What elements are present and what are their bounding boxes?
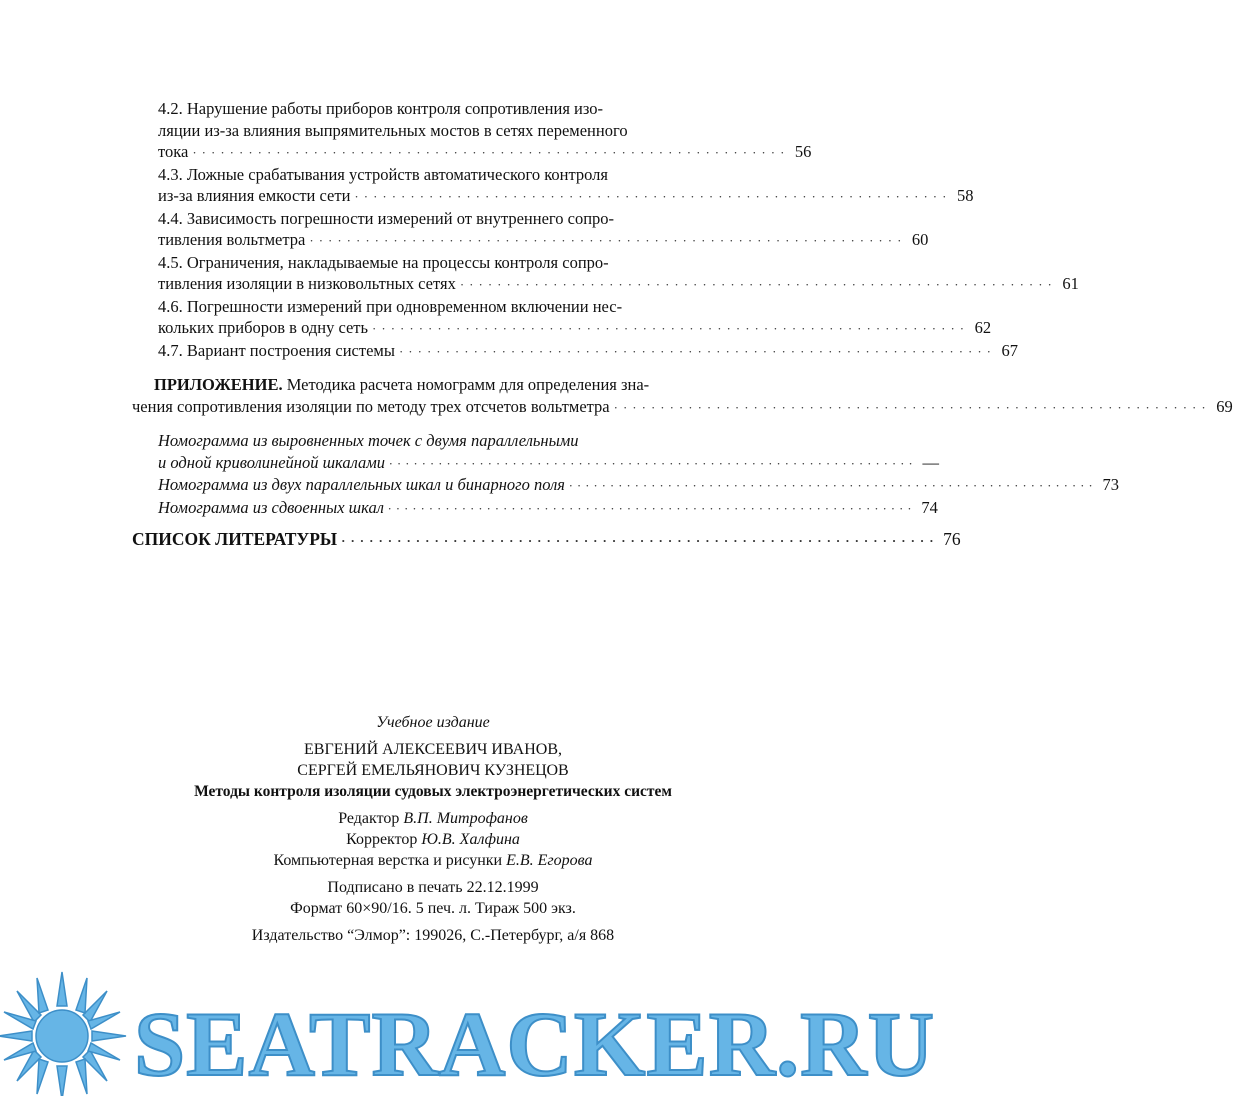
toc-line: 4.3. Ложные срабатывания устройств автоматического контроля bbox=[158, 164, 608, 184]
page-number: 58 bbox=[956, 186, 974, 205]
leader-dots: ································································ bbox=[459, 277, 1057, 292]
toc-entry-nomogram-3 bbox=[158, 497, 938, 520]
toc-entry-literature bbox=[132, 529, 961, 552]
author-1: ЕВГЕНИЙ АЛЕКСЕЕВИЧ ИВАНОВ, bbox=[304, 741, 562, 758]
leader-dots: ································································ bbox=[372, 321, 970, 336]
toc-entry-nomogram-2 bbox=[158, 474, 1119, 497]
signed-line: Подписано в печать 22.12.1999 bbox=[327, 879, 539, 896]
toc-line: 4.5. Ограничения, накладываемые на процессы контроля сопро- bbox=[158, 252, 609, 272]
toc-line: Номограмма из выровненных точек с двумя параллельными bbox=[158, 431, 579, 450]
page-number: 56 bbox=[794, 142, 812, 161]
publisher-line: Издательство “Элмор”: 199026, С.-Петербург, а/я 868 bbox=[251, 927, 615, 944]
edition-type: Учебное издание bbox=[376, 714, 490, 731]
toc-line: Номограмма из двух параллельных шкал и бинарного поля bbox=[158, 475, 565, 494]
toc-line: и одной криволинейной шкалами bbox=[158, 452, 386, 472]
page-number: 60 bbox=[911, 230, 929, 249]
toc-sections bbox=[132, 98, 1079, 362]
toc-line: тивления вольтметра bbox=[158, 230, 306, 249]
toc-line: Номограмма из сдвоенных шкал bbox=[158, 497, 384, 517]
book-title: Методы контроля изоляции судовых электроэнергетических систем bbox=[194, 783, 672, 800]
page-number: 74 bbox=[921, 497, 938, 517]
toc-entry-4-6 bbox=[158, 296, 992, 340]
watermark-text: SEATRACKER.RU bbox=[134, 993, 936, 1095]
toc-entry-4-7 bbox=[158, 340, 1019, 363]
toc-entry-4-5 bbox=[158, 252, 1079, 296]
page-number: 62 bbox=[974, 318, 992, 337]
toc-entry-appendix bbox=[132, 374, 1233, 418]
toc-line: Методика расчета номограмм для определения зна- bbox=[282, 375, 650, 394]
editor-label: Редактор bbox=[338, 810, 400, 827]
corrector-line bbox=[0, 829, 866, 850]
leader-dots: ································································ bbox=[309, 233, 907, 248]
page-number: 69 bbox=[1216, 396, 1233, 416]
appendix-label: ПРИЛОЖЕНИЕ. bbox=[154, 375, 283, 394]
leader-dots: ································································ bbox=[398, 343, 997, 359]
editor-line bbox=[0, 808, 866, 829]
leader-dots: ································································ bbox=[613, 399, 1211, 415]
toc-line: 4.6. Погрешности измерений при одновременном включении нес- bbox=[158, 296, 623, 316]
corrector-name: Ю.В. Халфина bbox=[421, 831, 520, 848]
toc-line: чения сопротивления изоляции по методу трех отсчетов вольтметра bbox=[132, 396, 610, 416]
layout-label: Компьютерная верстка и рисунки bbox=[273, 852, 503, 869]
toc-line: из-за влияния емкости сети bbox=[158, 186, 351, 205]
page-number: 73 bbox=[1102, 475, 1119, 494]
author-2: СЕРГЕЙ ЕМЕЛЬЯНОВИЧ КУЗНЕЦОВ bbox=[297, 762, 569, 779]
page-number: 61 bbox=[1062, 274, 1079, 293]
toc-line: 4.4. Зависимость погрешности измерений от внутреннего сопро- bbox=[158, 208, 615, 228]
imprint-block bbox=[0, 712, 866, 946]
layout-line bbox=[0, 850, 866, 871]
toc-entry-nomogram-1 bbox=[158, 430, 940, 474]
toc-entry-4-3 bbox=[158, 164, 974, 208]
toc-line: ляции из-за влияния выпрямительных мостов в сетях переменного bbox=[158, 120, 628, 140]
literature-label: СПИСОК ЛИТЕРАТУРЫ bbox=[132, 529, 338, 549]
toc-nomograms bbox=[132, 430, 1119, 519]
sun-icon bbox=[0, 972, 126, 1096]
leader-dots: ································································ bbox=[568, 478, 1097, 493]
corrector-label: Корректор bbox=[346, 831, 418, 848]
page-number: 76 bbox=[943, 529, 961, 549]
toc-line: тивления изоляции в низковольтных сетях bbox=[158, 274, 456, 293]
leader-dots: ································································ bbox=[387, 500, 916, 516]
toc-line: 4.7. Вариант построения системы bbox=[158, 340, 395, 360]
leader-dots: ································································ bbox=[192, 145, 790, 160]
table-of-contents bbox=[132, 98, 1233, 552]
format-line: Формат 60×90/16. 5 печ. л. Тираж 500 экз. bbox=[290, 900, 576, 917]
toc-line: 4.2. Нарушение работы приборов контроля сопротивления изо- bbox=[158, 99, 604, 118]
leader-dots: ································································ bbox=[341, 533, 939, 548]
leader-dots: ································································ bbox=[354, 189, 952, 204]
page-number: 67 bbox=[1001, 340, 1019, 360]
editor-name: В.П. Митрофанов bbox=[403, 810, 528, 827]
page-number: — bbox=[922, 452, 940, 472]
leader-dots: ································································ bbox=[389, 455, 918, 471]
toc-entry-4-2 bbox=[158, 98, 812, 164]
toc-entry-4-4 bbox=[158, 208, 929, 252]
toc-line: кольких приборов в одну сеть bbox=[158, 318, 369, 337]
toc-line: тока bbox=[158, 142, 189, 161]
layout-name: Е.В. Егорова bbox=[506, 852, 593, 869]
